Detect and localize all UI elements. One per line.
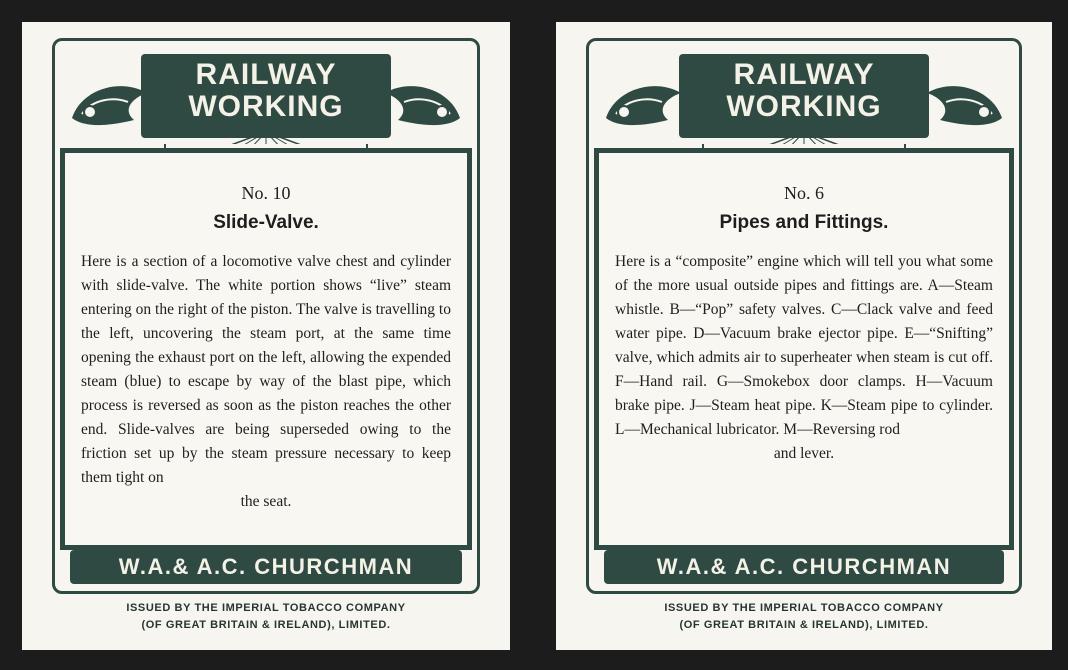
card-number: No. 10: [241, 183, 291, 203]
series-title-line1: RAILWAY: [733, 58, 875, 91]
series-title-line2: WORKING: [726, 90, 882, 123]
card-number: No. 6: [784, 183, 824, 203]
series-title-line1: RAILWAY: [195, 58, 337, 91]
card-pipes-and-fittings: [556, 22, 1052, 650]
series-title-line2: WORKING: [188, 90, 344, 123]
title-banner: [141, 54, 391, 138]
card-description-end: and lever.: [773, 445, 835, 462]
text-panel: [594, 148, 1014, 550]
issuer-line2: (OF GREAT BRITAIN & IRELAND), LIMITED.: [679, 619, 929, 631]
issuer-line1: ISSUED BY THE IMPERIAL TOBACCO COMPANY: [126, 602, 406, 614]
card-header: [62, 48, 470, 158]
maker-banner: W.A.& A.C. CHURCHMAN: [604, 550, 1004, 584]
issuer-line2: (OF GREAT BRITAIN & IRELAND), LIMITED.: [141, 619, 391, 631]
issuer-line1: ISSUED BY THE IMPERIAL TOBACCO COMPANY: [664, 602, 944, 614]
maker-banner: W.A.& A.C. CHURCHMAN: [70, 550, 462, 584]
title-banner: [679, 54, 929, 138]
card-header: [596, 48, 1012, 158]
card-description-end: the seat.: [240, 493, 292, 510]
issuer-footer: [556, 600, 1052, 634]
issuer-footer: [22, 600, 510, 634]
card-description-text: Here is a section of a locomotive valve chest and cylinder with slide-valve. The white portion shows “live” steam entering on the right of the piston. The valve is travelling to the left, uncovering the steam port, at the same time opening the exhaust port on the left, allowing the expended steam (blue) to escape by way of the blast pipe, which process is reversed as soon as the piston reaches the other end. Slide-valves are being superseded owing to the friction set up by the steam pressure necessary to keep them tight on: [81, 253, 451, 486]
text-panel: [60, 148, 472, 550]
card-title: Slide-Valve.: [213, 212, 319, 233]
card-description: [79, 250, 453, 514]
card-slide-valve: [22, 22, 510, 650]
card-description: [613, 250, 995, 466]
card-description-text: Here is a “composite” engine which will tell you what some of the more usual outside pipes and fittings are. A—Steam whistle. B—“Pop” safety valves. C—Clack valve and feed water pipe. D—Vacuum brake ejector pipe. E—“Snifting” valve, which admits air to superheater when steam is cut off. F—Hand rail. G—Smokebox door clamps. H—Vacuum brake pipe. J—Steam heat pipe. K—Steam pipe to cylinder. L—Mechanical lubricator. M—Reversing rod: [615, 253, 993, 438]
card-title: Pipes and Fittings.: [719, 212, 889, 233]
